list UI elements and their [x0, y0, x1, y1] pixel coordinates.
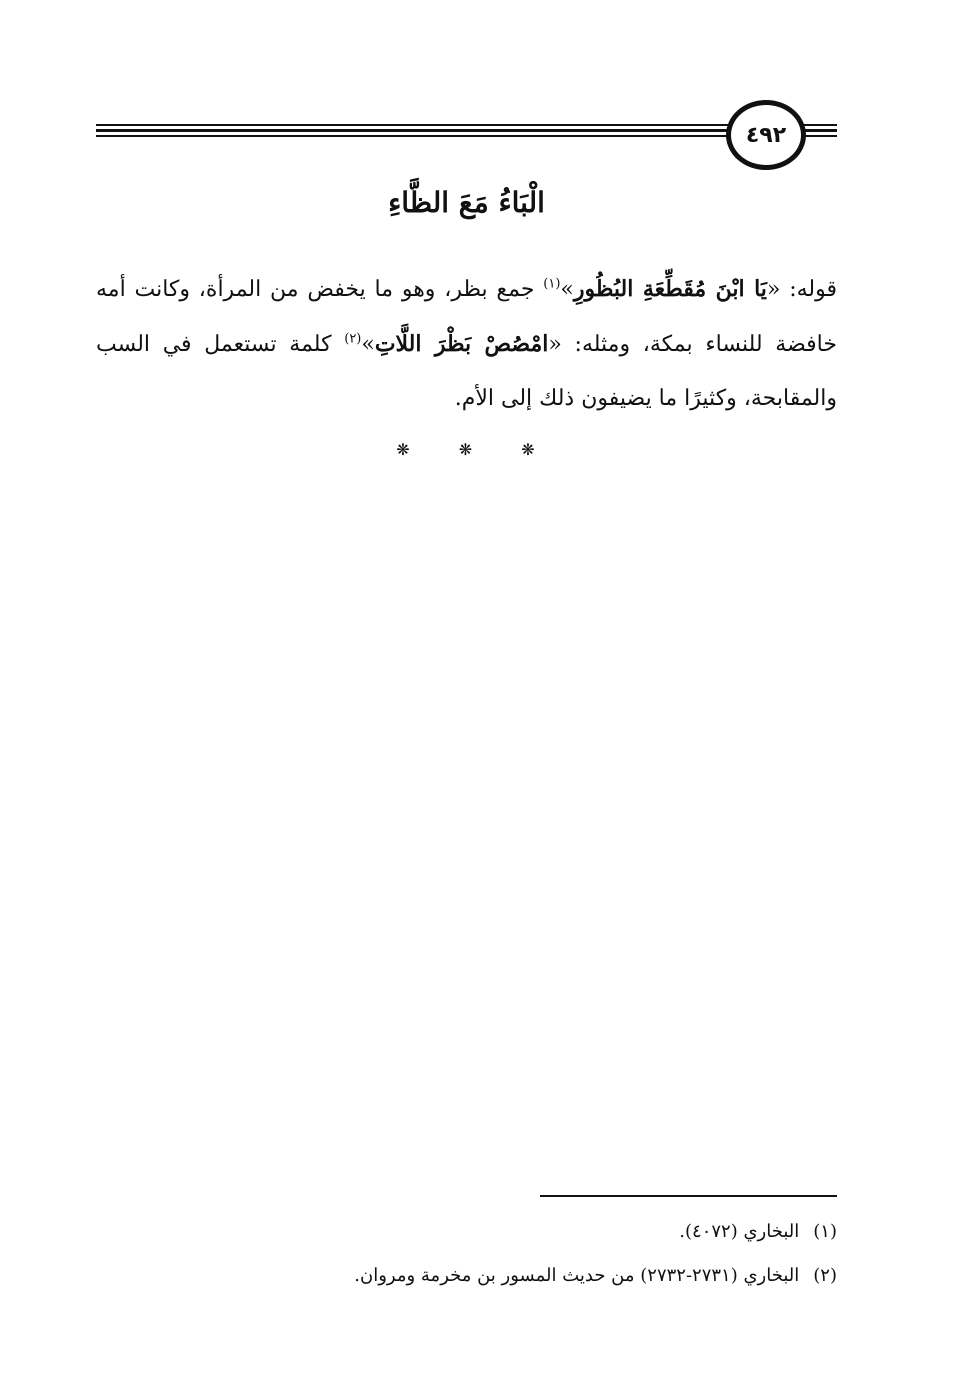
header-rule-left: [96, 135, 732, 137]
header-rule-right: [800, 124, 837, 126]
footnote-number: (٢): [813, 1265, 837, 1286]
footnotes: [96, 1210, 837, 1298]
footnote-text: البخاري (٢٧٣١-٢٧٣٢) من حديث المسور بن مخرمة ومروان.: [354, 1265, 800, 1286]
page-number: ٤٩٢: [726, 100, 806, 170]
body-text-segment: »: [560, 277, 574, 302]
header-rule-left: [96, 124, 732, 126]
section-separator: ❋ ❋ ❋: [396, 440, 557, 459]
body-text-segment: »: [361, 332, 375, 357]
footnote-text: البخاري (٤٠٧٢).: [679, 1221, 800, 1242]
body-text-segment: جمع بظر، وهو ما يخفض من المرأة، وكانت أمه خافضة للنساء بمكة، ومثله: «: [96, 277, 837, 357]
footnote-ref: (١): [543, 276, 561, 292]
footnote-number: (١): [813, 1221, 837, 1242]
footnote-item: [96, 1210, 837, 1254]
footnote-ref: (٢): [344, 331, 362, 347]
footnote-rule: [540, 1195, 837, 1197]
body-paragraph: [96, 262, 837, 426]
hadith-quote: يَا ابْنَ مُقَطِّعَةِ البُظُورِ: [573, 276, 767, 302]
body-text-segment: كلمة تستعمل في السب والمقابحة، وكثيرًا ما يضيفون ذلك إلى الأم.: [96, 332, 837, 411]
footnote-item: [96, 1254, 837, 1298]
hadith-quote: امْصُصْ بَظْرَ اللَّاتِ: [374, 331, 549, 357]
header-rule-left: [96, 129, 732, 132]
section-title: الْبَاءُ مَعَ الظَّاءِ: [388, 186, 545, 219]
body-text-segment: قوله: «: [766, 277, 837, 302]
